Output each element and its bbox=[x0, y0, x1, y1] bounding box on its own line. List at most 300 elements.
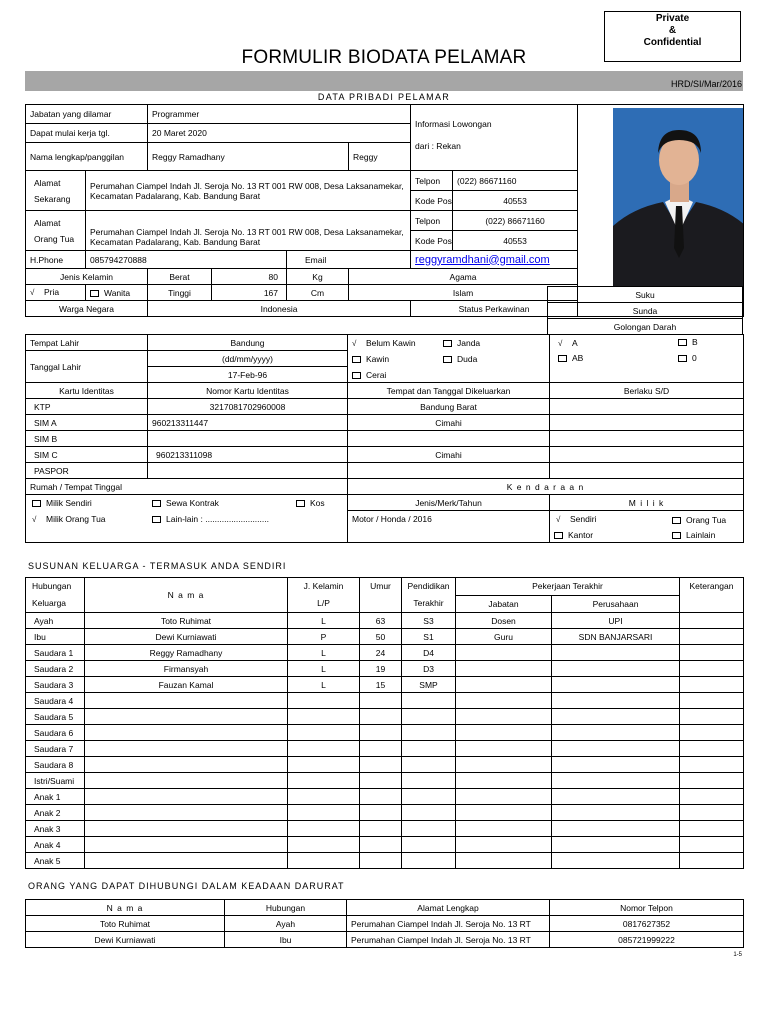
milik-sendiri-option[interactable]: Milik Sendiri bbox=[32, 498, 92, 508]
tempat-lahir-label: Tempat Lahir bbox=[26, 335, 148, 351]
family-relation: Ayah bbox=[26, 613, 85, 629]
identity-place[interactable] bbox=[348, 463, 550, 479]
identity-valid[interactable] bbox=[550, 399, 744, 415]
mulai-value[interactable]: 20 Maret 2020 bbox=[148, 124, 411, 143]
photo-cell bbox=[578, 105, 744, 317]
family-name[interactable] bbox=[85, 709, 288, 725]
telpon-value-1[interactable]: (022) 86671160 bbox=[453, 171, 578, 191]
family-education[interactable]: SMP bbox=[402, 677, 456, 693]
golongan-darah-label: Golongan Darah bbox=[548, 319, 743, 335]
emergency-row bbox=[26, 932, 744, 948]
family-job[interactable] bbox=[456, 853, 552, 869]
identity-number[interactable]: 960213311447 bbox=[148, 415, 348, 431]
family-name[interactable] bbox=[85, 837, 288, 853]
family-age[interactable] bbox=[360, 853, 402, 869]
family-row bbox=[26, 709, 744, 725]
alamat-ortu-value[interactable]: Perumahan Ciampel Indah Jl. Seroja No. 13 RT 001 RW 008, Desa Laksanamekar, Kecamatan Padalarang, Kab. Bandung Barat bbox=[86, 211, 411, 251]
agama-value[interactable]: Islam bbox=[349, 285, 578, 301]
family-name[interactable] bbox=[85, 693, 288, 709]
info-lowongan-label: Informasi Lowongan bbox=[415, 119, 492, 129]
family-job[interactable] bbox=[456, 757, 552, 773]
person-silhouette-icon bbox=[613, 108, 744, 286]
status-perkawinan-options bbox=[348, 335, 550, 383]
info-lowongan-cell bbox=[411, 105, 578, 171]
suku-label: Suku bbox=[548, 287, 743, 303]
sewa-kontrak-option[interactable]: Sewa Kontrak bbox=[152, 498, 219, 508]
family-relation: Saudara 3 bbox=[26, 677, 85, 693]
family-row bbox=[26, 741, 744, 757]
family-job[interactable] bbox=[456, 789, 552, 805]
milik-ortu-checkmark: √ bbox=[32, 515, 37, 524]
family-company[interactable] bbox=[552, 709, 680, 725]
family-note[interactable] bbox=[680, 837, 744, 853]
family-note[interactable] bbox=[680, 709, 744, 725]
kendaraan-value[interactable]: Motor / Honda / 2016 bbox=[348, 511, 550, 543]
milik-sendiri-checkbox[interactable] bbox=[32, 500, 41, 507]
family-row bbox=[26, 693, 744, 709]
alamat-sekarang-label: Alamat Sekarang bbox=[26, 171, 86, 211]
family-name[interactable] bbox=[85, 757, 288, 773]
family-age[interactable] bbox=[360, 773, 402, 789]
tempat-dikeluarkan-header: Tempat dan Tanggal Dikeluarkan bbox=[348, 383, 550, 399]
family-education[interactable] bbox=[402, 837, 456, 853]
identity-row bbox=[26, 463, 744, 479]
family-gender[interactable] bbox=[288, 725, 360, 741]
nama-label: Nama lengkap/panggilan bbox=[26, 143, 148, 171]
family-row bbox=[26, 661, 744, 677]
agama-label: Agama bbox=[349, 269, 578, 285]
golongan-b-checkbox[interactable] bbox=[678, 339, 687, 346]
header-bar bbox=[25, 71, 743, 91]
family-row bbox=[26, 613, 744, 629]
golongan-o-option[interactable]: 0 bbox=[678, 353, 697, 363]
family-name[interactable] bbox=[85, 789, 288, 805]
tinggi-value[interactable]: 167 bbox=[212, 285, 287, 301]
kawin-option[interactable]: Kawin bbox=[352, 354, 389, 364]
family-age[interactable] bbox=[360, 805, 402, 821]
family-note[interactable] bbox=[680, 629, 744, 645]
warga-negara-value[interactable]: Indonesia bbox=[148, 301, 411, 317]
family-name[interactable]: Fauzan Kamal bbox=[85, 677, 288, 693]
family-row bbox=[26, 789, 744, 805]
emergency-nama-header: N a m a bbox=[26, 900, 225, 916]
hp-label: H.Phone bbox=[26, 251, 86, 269]
family-company[interactable] bbox=[552, 757, 680, 773]
alamat-ortu-label: Alamat Orang Tua bbox=[26, 211, 86, 251]
status-perkawinan-label: Status Perkawinan bbox=[411, 301, 578, 317]
family-row bbox=[26, 853, 744, 869]
family-relation: Anak 1 bbox=[26, 789, 85, 805]
family-job[interactable] bbox=[456, 725, 552, 741]
identity-number[interactable]: 3217081702960008 bbox=[148, 399, 348, 415]
identity-place[interactable]: Cimahi bbox=[348, 447, 550, 463]
belum-kawin-option[interactable]: √ Belum Kawin bbox=[352, 338, 416, 348]
family-job[interactable]: Dosen bbox=[456, 613, 552, 629]
kos-option[interactable]: Kos bbox=[296, 498, 325, 508]
family-name[interactable] bbox=[85, 821, 288, 837]
golongan-o-checkbox[interactable] bbox=[678, 355, 687, 362]
family-row bbox=[26, 757, 744, 773]
family-education[interactable]: D3 bbox=[402, 661, 456, 677]
family-age[interactable] bbox=[360, 725, 402, 741]
suku-value[interactable]: Sunda bbox=[548, 303, 743, 319]
identity-name: KTP bbox=[26, 399, 148, 415]
golongan-a-option[interactable]: √ A bbox=[558, 338, 578, 348]
telpon-value-2[interactable]: (022) 86671160 bbox=[453, 211, 578, 231]
family-note[interactable] bbox=[680, 741, 744, 757]
nama-header: N a m a bbox=[85, 578, 288, 613]
nama-value[interactable]: Reggy Ramadhany bbox=[148, 143, 349, 171]
identity-row bbox=[26, 431, 744, 447]
family-row bbox=[26, 837, 744, 853]
family-company[interactable] bbox=[552, 853, 680, 869]
family-row bbox=[26, 629, 744, 645]
section-title-family: SUSUNAN KELUARGA - TERMASUK ANDA SENDIRI bbox=[28, 561, 287, 571]
family-education[interactable] bbox=[402, 693, 456, 709]
alamat-sekarang-value[interactable]: Perumahan Ciampel Indah Jl. Seroja No. 13 RT 001 RW 008, Desa Laksanamekar, Kecamatan Padalarang, Kab. Bandung Barat bbox=[86, 171, 411, 211]
family-relation: Anak 2 bbox=[26, 805, 85, 821]
family-education[interactable] bbox=[402, 853, 456, 869]
perusahaan-header: Perusahaan bbox=[552, 595, 680, 613]
berat-unit: Kg bbox=[287, 269, 349, 285]
family-name[interactable] bbox=[85, 725, 288, 741]
family-gender[interactable] bbox=[288, 757, 360, 773]
family-gender[interactable]: L bbox=[288, 661, 360, 677]
family-note[interactable] bbox=[680, 725, 744, 741]
ampersand-label: & bbox=[668, 25, 677, 36]
family-age[interactable] bbox=[360, 693, 402, 709]
jenis-kelamin-header: J. Kelamin L/P bbox=[288, 578, 360, 613]
identity-row bbox=[26, 399, 744, 415]
family-education[interactable]: S3 bbox=[402, 613, 456, 629]
family-education[interactable] bbox=[402, 789, 456, 805]
family-note[interactable] bbox=[680, 805, 744, 821]
family-relation: Saudara 4 bbox=[26, 693, 85, 709]
cerai-checkbox[interactable] bbox=[352, 372, 361, 379]
golongan-ab-checkbox[interactable] bbox=[558, 355, 567, 362]
family-job[interactable] bbox=[456, 645, 552, 661]
family-age[interactable]: 63 bbox=[360, 613, 402, 629]
emergency-phone[interactable]: 085721999222 bbox=[550, 932, 744, 948]
birth-status-table bbox=[25, 334, 744, 383]
family-note[interactable] bbox=[680, 757, 744, 773]
family-row bbox=[26, 821, 744, 837]
kodepos-value-1[interactable]: 40553 bbox=[453, 191, 578, 211]
family-education[interactable]: S1 bbox=[402, 629, 456, 645]
family-age[interactable]: 19 bbox=[360, 661, 402, 677]
family-age[interactable]: 24 bbox=[360, 645, 402, 661]
family-company[interactable] bbox=[552, 741, 680, 757]
family-company[interactable] bbox=[552, 645, 680, 661]
family-age[interactable] bbox=[360, 821, 402, 837]
identity-valid[interactable] bbox=[550, 447, 744, 463]
family-row bbox=[26, 645, 744, 661]
family-gender[interactable] bbox=[288, 805, 360, 821]
family-relation: Saudara 5 bbox=[26, 709, 85, 725]
sewa-kontrak-checkbox[interactable] bbox=[152, 500, 161, 507]
family-gender[interactable] bbox=[288, 837, 360, 853]
family-education[interactable] bbox=[402, 773, 456, 789]
family-job[interactable] bbox=[456, 709, 552, 725]
applicant-photo bbox=[613, 108, 744, 286]
lain-lain-option[interactable]: Lain-lain : ........................... bbox=[152, 514, 269, 524]
kantor-checkbox[interactable] bbox=[554, 532, 563, 539]
identity-name: SIM B bbox=[26, 431, 148, 447]
pria-checkmark: √ bbox=[30, 288, 35, 297]
family-company[interactable] bbox=[552, 789, 680, 805]
page-number: 1-5 bbox=[733, 952, 742, 958]
emergency-telpon-header: Nomor Telpon bbox=[550, 900, 744, 916]
umur-header: Umur bbox=[360, 578, 402, 613]
family-note[interactable] bbox=[680, 789, 744, 805]
duda-checkbox[interactable] bbox=[443, 356, 452, 363]
kodepos-label-2: Kode Pos bbox=[411, 231, 453, 251]
kantor-option[interactable]: Kantor bbox=[554, 530, 593, 540]
family-row bbox=[26, 725, 744, 741]
berat-label: Berat bbox=[148, 269, 212, 285]
kartu-identitas-header: Kartu Identitas bbox=[26, 383, 148, 399]
janda-option[interactable]: Janda bbox=[443, 338, 480, 348]
emergency-name[interactable]: Toto Ruhimat bbox=[26, 916, 225, 932]
sendiri-option[interactable]: √ Sendiri bbox=[556, 514, 597, 524]
identity-name: SIM A bbox=[26, 415, 148, 431]
tanggal-lahir-label: Tanggal Lahir bbox=[26, 351, 148, 383]
lainlain-option[interactable]: Lainlain bbox=[672, 530, 715, 540]
family-relation: Saudara 7 bbox=[26, 741, 85, 757]
hp-value[interactable]: 085794270888 bbox=[86, 251, 287, 269]
janda-checkbox[interactable] bbox=[443, 340, 452, 347]
family-gender[interactable] bbox=[288, 773, 360, 789]
family-job[interactable] bbox=[456, 693, 552, 709]
family-company[interactable] bbox=[552, 837, 680, 853]
wanita-checkbox[interactable] bbox=[90, 290, 99, 297]
family-company[interactable] bbox=[552, 805, 680, 821]
duda-option[interactable]: Duda bbox=[443, 354, 477, 364]
tempat-lahir-value[interactable]: Bandung bbox=[148, 335, 348, 351]
family-education[interactable] bbox=[402, 725, 456, 741]
family-education[interactable] bbox=[402, 709, 456, 725]
family-company[interactable] bbox=[552, 693, 680, 709]
golongan-b-option[interactable]: B bbox=[678, 337, 698, 347]
emergency-table bbox=[25, 899, 744, 948]
sendiri-checkmark: √ bbox=[556, 515, 561, 524]
family-name[interactable] bbox=[85, 773, 288, 789]
section-title-personal: DATA PRIBADI PELAMAR bbox=[317, 92, 451, 102]
family-relation: Saudara 8 bbox=[26, 757, 85, 773]
identity-place[interactable]: Cimahi bbox=[348, 415, 550, 431]
family-name[interactable] bbox=[85, 741, 288, 757]
family-note[interactable] bbox=[680, 613, 744, 629]
family-age[interactable] bbox=[360, 789, 402, 805]
family-job[interactable] bbox=[456, 661, 552, 677]
family-name[interactable]: Firmansyah bbox=[85, 661, 288, 677]
family-company[interactable]: UPI bbox=[552, 613, 680, 629]
rumah-label: Rumah / Tempat Tinggal bbox=[26, 479, 348, 495]
identity-number[interactable] bbox=[148, 431, 348, 447]
kodepos-value-2[interactable]: 40553 bbox=[453, 231, 578, 251]
family-name[interactable]: Dewi Kurniawati bbox=[85, 629, 288, 645]
family-education[interactable] bbox=[402, 821, 456, 837]
identity-row bbox=[26, 415, 744, 431]
kawin-checkbox[interactable] bbox=[352, 356, 361, 363]
identity-table bbox=[25, 382, 744, 479]
identity-place[interactable] bbox=[348, 431, 550, 447]
page-title: FORMULIR BIODATA PELAMAR bbox=[241, 47, 527, 68]
private-label: Private bbox=[655, 13, 690, 24]
family-note[interactable] bbox=[680, 677, 744, 693]
identity-valid[interactable] bbox=[550, 463, 744, 479]
kodepos-label-1: Kode Pos bbox=[411, 191, 453, 211]
family-company[interactable]: SDN BANJARSARI bbox=[552, 629, 680, 645]
telpon-label-1: Telpon bbox=[411, 171, 453, 191]
info-lowongan-from[interactable]: dari : Rekan bbox=[415, 141, 461, 151]
orang-tua-option[interactable]: Orang Tua bbox=[672, 515, 726, 525]
nomor-kartu-header: Nomor Kartu Identitas bbox=[148, 383, 348, 399]
golongan-ab-option[interactable]: AB bbox=[558, 353, 583, 363]
family-note[interactable] bbox=[680, 773, 744, 789]
identity-valid[interactable] bbox=[550, 415, 744, 431]
tanggal-lahir-value[interactable]: 17-Feb-96 bbox=[148, 367, 348, 383]
family-gender[interactable] bbox=[288, 709, 360, 725]
family-job[interactable] bbox=[456, 821, 552, 837]
berlaku-header: Berlaku S/D bbox=[550, 383, 744, 399]
emergency-relation[interactable]: Ayah bbox=[225, 916, 347, 932]
family-relation: Anak 3 bbox=[26, 821, 85, 837]
belum-kawin-checkmark: √ bbox=[352, 339, 357, 348]
family-note[interactable] bbox=[680, 661, 744, 677]
panggilan-value[interactable]: Reggy bbox=[349, 143, 411, 171]
jabatan-value[interactable]: Programmer bbox=[148, 105, 411, 124]
emergency-phone[interactable]: 0817627352 bbox=[550, 916, 744, 932]
family-company[interactable] bbox=[552, 677, 680, 693]
family-age[interactable] bbox=[360, 741, 402, 757]
identity-number[interactable] bbox=[148, 463, 348, 479]
family-row bbox=[26, 773, 744, 789]
family-note[interactable] bbox=[680, 693, 744, 709]
family-gender[interactable] bbox=[288, 741, 360, 757]
reference-code: HRD/SI/Mar/2016 bbox=[670, 79, 742, 89]
wanita-option[interactable]: Wanita bbox=[86, 285, 148, 301]
emergency-address[interactable]: Perumahan Ciampel Indah Jl. Seroja No. 13 RT bbox=[347, 932, 550, 948]
family-company[interactable] bbox=[552, 821, 680, 837]
family-row bbox=[26, 805, 744, 821]
kendaraan-label: K e n d a r a a n bbox=[348, 479, 744, 495]
family-job[interactable] bbox=[456, 677, 552, 693]
family-gender[interactable]: P bbox=[288, 629, 360, 645]
tinggi-unit: Cm bbox=[287, 285, 349, 301]
family-education[interactable]: D4 bbox=[402, 645, 456, 661]
family-age[interactable]: 50 bbox=[360, 629, 402, 645]
family-company[interactable] bbox=[552, 773, 680, 789]
family-job[interactable] bbox=[456, 837, 552, 853]
family-relation: Anak 4 bbox=[26, 837, 85, 853]
warga-negara-label: Warga Negara bbox=[26, 301, 148, 317]
family-education[interactable] bbox=[402, 805, 456, 821]
family-education[interactable] bbox=[402, 741, 456, 757]
family-age[interactable] bbox=[360, 837, 402, 853]
family-name[interactable] bbox=[85, 805, 288, 821]
family-note[interactable] bbox=[680, 645, 744, 661]
tanggal-lahir-format: (dd/mm/yyyy) bbox=[148, 351, 348, 367]
family-age[interactable] bbox=[360, 709, 402, 725]
emergency-hubungan-header: Hubungan bbox=[225, 900, 347, 916]
keterangan-header: Keterangan bbox=[680, 578, 744, 613]
milik-label: M i l i k bbox=[550, 495, 744, 511]
jabatan-label: Jabatan yang dilamar bbox=[26, 105, 148, 124]
family-job[interactable] bbox=[456, 741, 552, 757]
identity-name: PASPOR bbox=[26, 463, 148, 479]
pendidikan-header: Pendidikan Terakhir bbox=[402, 578, 456, 613]
residence-table bbox=[25, 478, 744, 543]
identity-valid[interactable] bbox=[550, 431, 744, 447]
family-relation: Saudara 6 bbox=[26, 725, 85, 741]
family-gender[interactable] bbox=[288, 821, 360, 837]
pria-option[interactable]: √ Pria bbox=[26, 285, 86, 301]
family-education[interactable] bbox=[402, 757, 456, 773]
family-company[interactable] bbox=[552, 725, 680, 741]
family-relation: Anak 5 bbox=[26, 853, 85, 869]
email-label: Email bbox=[287, 251, 411, 269]
email-link[interactable]: reggyramdhani@gmail.com bbox=[415, 253, 550, 266]
berat-value[interactable]: 80 bbox=[212, 269, 287, 285]
family-job[interactable]: Guru bbox=[456, 629, 552, 645]
jenis-merk-label: Jenis/Merk/Tahun bbox=[348, 495, 550, 511]
family-job[interactable] bbox=[456, 805, 552, 821]
milik-ortu-option[interactable]: √ Milik Orang Tua bbox=[32, 514, 106, 524]
emergency-relation[interactable]: Ibu bbox=[225, 932, 347, 948]
family-relation: Saudara 1 bbox=[26, 645, 85, 661]
family-name[interactable]: Toto Ruhimat bbox=[85, 613, 288, 629]
jabatan-header: Jabatan bbox=[456, 595, 552, 613]
family-gender[interactable]: L bbox=[288, 645, 360, 661]
family-gender[interactable]: L bbox=[288, 613, 360, 629]
confidential-label: Confidential bbox=[643, 37, 702, 48]
family-gender[interactable] bbox=[288, 789, 360, 805]
family-age[interactable] bbox=[360, 757, 402, 773]
family-row bbox=[26, 677, 744, 693]
family-name[interactable]: Reggy Ramadhany bbox=[85, 645, 288, 661]
family-job[interactable] bbox=[456, 773, 552, 789]
family-relation: Istri/Suami bbox=[26, 773, 85, 789]
tinggi-label: Tinggi bbox=[148, 285, 212, 301]
family-note[interactable] bbox=[680, 821, 744, 837]
hubungan-header: Hubungan Keluarga bbox=[26, 578, 85, 613]
family-gender[interactable] bbox=[288, 853, 360, 869]
family-gender[interactable]: L bbox=[288, 677, 360, 693]
family-relation: Saudara 2 bbox=[26, 661, 85, 677]
lainlain-checkbox[interactable] bbox=[672, 532, 681, 539]
golongan-darah-options bbox=[550, 335, 744, 383]
suku-table bbox=[547, 286, 743, 335]
family-gender[interactable] bbox=[288, 693, 360, 709]
family-note[interactable] bbox=[680, 853, 744, 869]
family-company[interactable] bbox=[552, 661, 680, 677]
orang-tua-checkbox[interactable] bbox=[672, 517, 681, 524]
identity-number[interactable]: 960213311098 bbox=[148, 447, 348, 463]
emergency-name[interactable]: Dewi Kurniawati bbox=[26, 932, 225, 948]
family-table bbox=[25, 577, 744, 869]
emergency-address[interactable]: Perumahan Ciampel Indah Jl. Seroja No. 13 RT bbox=[347, 916, 550, 932]
cerai-option[interactable]: Cerai bbox=[352, 370, 386, 380]
jenis-kelamin-label: Jenis Kelamin bbox=[26, 269, 148, 285]
telpon-label-2: Telpon bbox=[411, 211, 453, 231]
kos-checkbox[interactable] bbox=[296, 500, 305, 507]
lain-lain-checkbox[interactable] bbox=[152, 516, 161, 523]
pekerjaan-header: Pekerjaan Terakhir bbox=[456, 578, 680, 596]
identity-place[interactable]: Bandung Barat bbox=[348, 399, 550, 415]
family-name[interactable] bbox=[85, 853, 288, 869]
family-age[interactable]: 15 bbox=[360, 677, 402, 693]
